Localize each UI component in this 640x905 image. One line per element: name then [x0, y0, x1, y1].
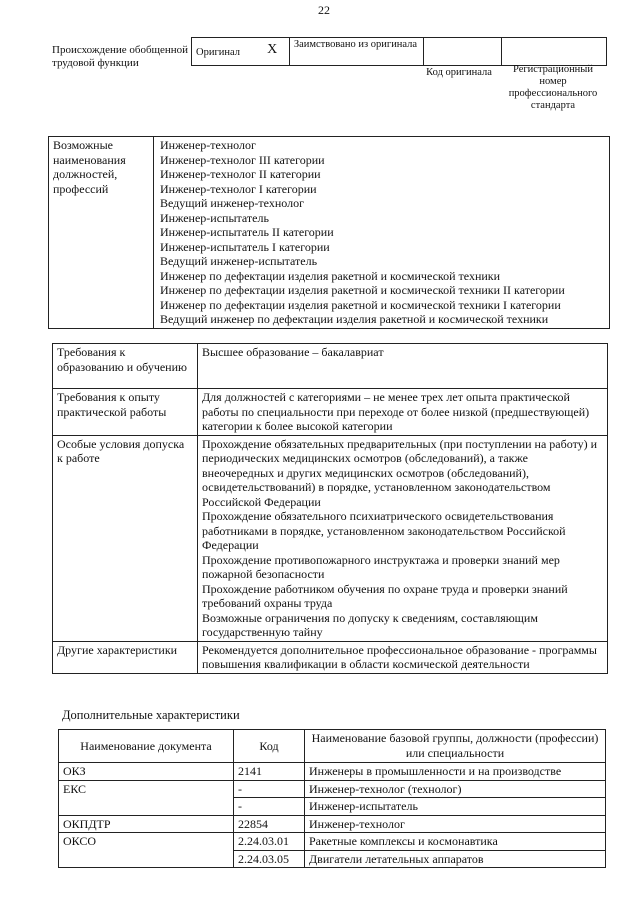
requirement-line: Прохождение обязательных предварительных (при поступлении на работу) и периодических медицинских осмотров (обследований), а также внеочередных и других медицинских осмотров (обследований), освидетельствований) в порядке, установленном законодательством Российской Федерации — [202, 436, 598, 509]
doc-cell: ОКСО — [59, 833, 234, 868]
table-row — [59, 780, 606, 798]
positions-table — [48, 136, 610, 329]
code-cell: - — [234, 780, 305, 798]
original-label: Оригинал — [196, 47, 240, 58]
positions-label: Возможные наименования должностей, профессий — [49, 137, 154, 329]
code-cell: 22854 — [234, 815, 305, 833]
position-item: Ведущий инженер по дефектации изделия ракетной и космической техники — [160, 312, 549, 326]
header-code: Код — [259, 739, 279, 753]
requirement-value: Для должностей с категориями – не менее трех лет опыта практической работы по специальности при переходе от более низкой (предшествующей) категории к более высокой категории — [198, 389, 608, 436]
additional-table — [58, 729, 606, 868]
code-original-label: Код оригинала — [426, 67, 492, 78]
borrowed-label: Заимствовано из оригинала — [289, 38, 423, 66]
doc-cell: ОКЗ — [59, 763, 234, 781]
page-number: 22 — [318, 3, 330, 17]
requirement-value: Высшее образование – бакалавриат — [198, 344, 608, 389]
requirement-label: Другие характеристики — [53, 641, 198, 673]
requirements-table — [52, 343, 608, 674]
header-doc: Наименование документа — [80, 739, 212, 753]
origin-table — [191, 37, 607, 66]
name-cell: Инженер-технолог — [305, 815, 606, 833]
name-cell: Инженер-технолог (технолог) — [305, 780, 606, 798]
table-row — [59, 833, 606, 851]
header-name: Наименование базовой группы, должности (профессии) или специальности — [305, 730, 606, 763]
code-cell: - — [234, 798, 305, 816]
table-row — [59, 763, 606, 781]
position-item: Ведущий инженер-испытатель — [160, 254, 318, 268]
code-cell: 2141 — [234, 763, 305, 781]
doc-cell: ЕКС — [59, 780, 234, 815]
name-cell: Инженеры в промышленности и на производстве — [305, 763, 606, 781]
position-item: Инженер-испытатель — [160, 210, 269, 225]
code-cell: 2.24.03.01 — [234, 833, 305, 851]
position-item: Инженер-технолог III категории — [160, 152, 325, 167]
original-mark: X — [267, 42, 278, 57]
position-item: Ведущий инженер-технолог — [160, 196, 304, 210]
position-item: Инженер-технолог I категории — [160, 181, 317, 196]
position-item: Инженер-технолог — [160, 138, 256, 152]
table-row — [59, 815, 606, 833]
code-cell: 2.24.03.05 — [234, 850, 305, 868]
position-item: Инженер-испытатель II категории — [160, 225, 334, 239]
reg-number-label: Регистрационный номер профессионального стандарта — [508, 64, 598, 111]
origin-label: Происхождение обобщенной трудовой функции — [52, 44, 189, 69]
name-cell: Инженер-испытатель — [305, 798, 606, 816]
requirement-line: Прохождение обязательного психиатрического освидетельствования работниками в порядке, установленном законодательством Российской Федерации — [202, 509, 566, 552]
requirement-value: Рекомендуется дополнительное профессиональное образование - программы повышения квалификации в области космической деятельности — [198, 641, 608, 673]
position-item: Инженер-технолог II категории — [160, 167, 321, 181]
requirement-line: Прохождение противопожарного инструктажа и проверки знаний мер пожарной безопасности — [202, 552, 560, 581]
requirement-label: Особые условия допуска к работе — [53, 435, 198, 641]
additional-title: Дополнительные характеристики — [62, 708, 240, 722]
name-cell: Двигатели летательных аппаратов — [305, 850, 606, 868]
name-cell: Ракетные комплексы и космонавтика — [305, 833, 606, 851]
requirement-label: Требования к опыту практической работы — [53, 389, 198, 436]
position-item: Инженер-испытатель I категории — [160, 239, 330, 254]
position-item: Инженер по дефектации изделия ракетной и космической техники II категории — [160, 283, 565, 297]
position-item: Инженер по дефектации изделия ракетной и космической техники I категории — [160, 297, 561, 312]
requirement-label: Требования к образованию и обучению — [53, 344, 198, 389]
requirement-line: Возможные ограничения по допуску к сведениям, составляющим государственную тайну — [202, 610, 538, 639]
doc-cell: ОКПДТР — [59, 815, 234, 833]
requirement-line: Прохождение работником обучения по охране труда и проверки знаний требований охраны труда — [202, 581, 568, 610]
position-item: Инженер по дефектации изделия ракетной и космической техники — [160, 268, 501, 283]
